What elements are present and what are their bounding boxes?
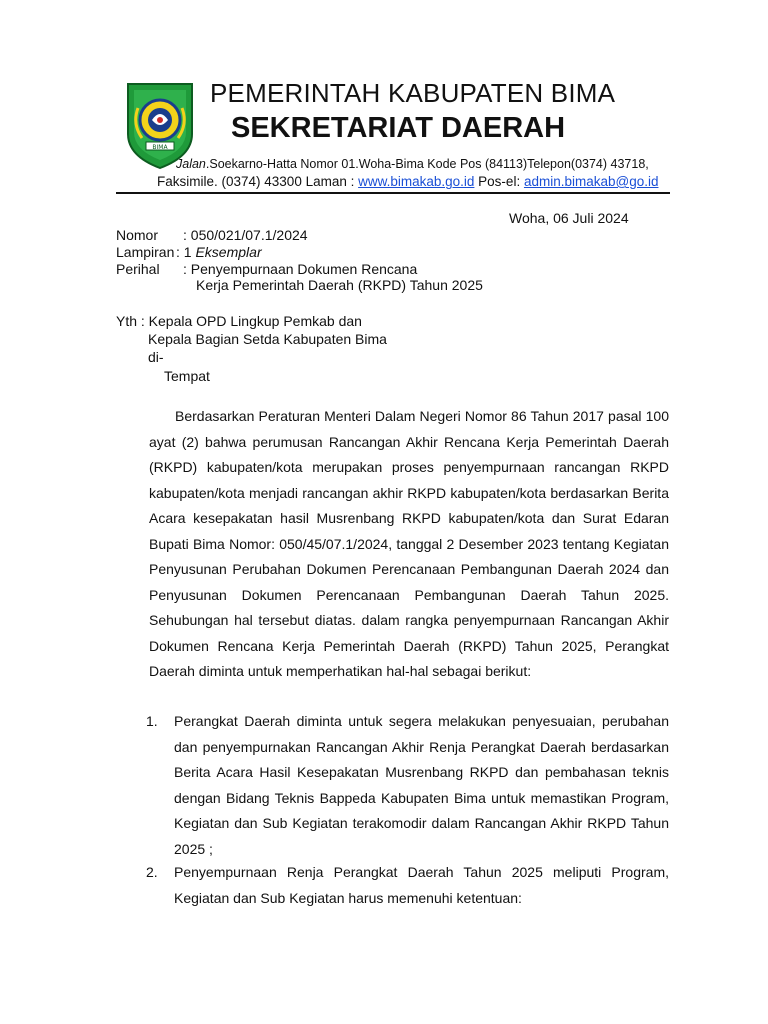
address-line bbox=[176, 157, 649, 171]
address-prefix: Jalan bbox=[176, 157, 206, 171]
website-link[interactable]: www.bimakab.go.id bbox=[358, 174, 475, 189]
letter-date: Woha, 06 Juli 2024 bbox=[509, 210, 629, 226]
body-paragraph: Berdasarkan Peraturan Menteri Dalam Negeri Nomor 86 Tahun 2017 pasal 100 ayat (2) bahwa perumusan Rancangan Akhir Rencana Kerja Pemerintah Daerah (RKPD) kabupaten/kota merupakan proses penyempurnaan rancangan RKPD kabupaten/kota menjadi rancangan akhir RKPD kabupaten/kota berdasarkan Berita Acara kesepakatan hasil Musrenbang RKPD kabupaten/kota dan Surat Edaran Bupati Bima Nomor: 050/45/07.1/2024, tanggal 2 Desember 2023 tentang Kegiatan Penyusunan Perubahan Dokumen Perencanaan Pembangunan Daerah 2024 dan Penyusunan Dokumen Perencanaan Pembangunan Daerah Tahun 2025. Sehubungan hal tersebut diatas. dalam rangka penyempurnaan Rancangan Akhir Dokumen Rencana Kerja Pemerintah Daerah (RKPD) Tahun 2025, Perangkat Daerah diminta untuk memperhatikan hal-hal sebagai berikut: bbox=[149, 408, 669, 679]
email-link[interactable]: admin.bimakab@go.id bbox=[523, 174, 659, 189]
list-item-text: Penyempurnaan Renja Perangkat Daerah Tahun 2025 meliputi Program, Kegiatan dan Sub Kegiatan harus memenuhi ketentuan: bbox=[174, 864, 669, 906]
address-text: .Soekarno-Hatta Nomor 01.Woha-Bima Kode Pos (84113)Telepon(0374) 43718, bbox=[205, 157, 649, 171]
fax-label: Faksimile. (0374) 43300 Laman : bbox=[157, 174, 359, 189]
nomor-value: : 050/021/07.1/2024 bbox=[183, 227, 308, 243]
list-item-number: 1. bbox=[146, 713, 158, 729]
nomor-label: Nomor bbox=[116, 227, 159, 243]
lampiran-label: Lampiran bbox=[116, 244, 175, 260]
addressee-line4: Tempat bbox=[164, 368, 210, 384]
list-item-text: Perangkat Daerah diminta untuk segera melakukan penyesuaian, perubahan dan penyempurnakan Rancangan Akhir Renja Perangkat Daerah berdasarkan Berita Acara Hasil Kesepakatan Musrenbang RKPD dan pembahasan teknis dengan Bidang Teknis Bappeda Kabupaten Bima untuk memastikan Program, Kegiatan dan Sub Kegiatan terakomodir dalam Rancangan Akhir RKPD Tahun 2025 ; bbox=[174, 713, 669, 857]
posel-label: Pos-el: bbox=[474, 174, 524, 189]
perihal-value-line2: Kerja Pemerintah Daerah (RKPD) Tahun 2025 bbox=[196, 277, 483, 293]
list-item-number: 2. bbox=[146, 864, 158, 880]
perihal-label: Perihal bbox=[116, 261, 160, 277]
addressee-line1: Yth : Kepala OPD Lingkup Pemkab dan bbox=[116, 313, 362, 329]
contact-line bbox=[157, 174, 658, 189]
government-name: PEMERINTAH KABUPATEN BIMA bbox=[210, 78, 616, 108]
letterhead-divider bbox=[116, 192, 670, 194]
lampiran-count: : 1 bbox=[176, 244, 196, 260]
addressee-line2: Kepala Bagian Setda Kabupaten Bima bbox=[148, 331, 387, 347]
lampiran-unit: Eksemplar bbox=[195, 244, 262, 260]
office-name: SEKRETARIAT DAERAH bbox=[231, 112, 566, 144]
addressee-line3: di- bbox=[148, 349, 164, 365]
perihal-value-line1: : Penyempurnaan Dokumen Rencana bbox=[183, 261, 418, 277]
emblem-text: BIMA bbox=[152, 144, 168, 151]
lampiran-value bbox=[176, 244, 262, 260]
nomor-row bbox=[116, 227, 158, 243]
